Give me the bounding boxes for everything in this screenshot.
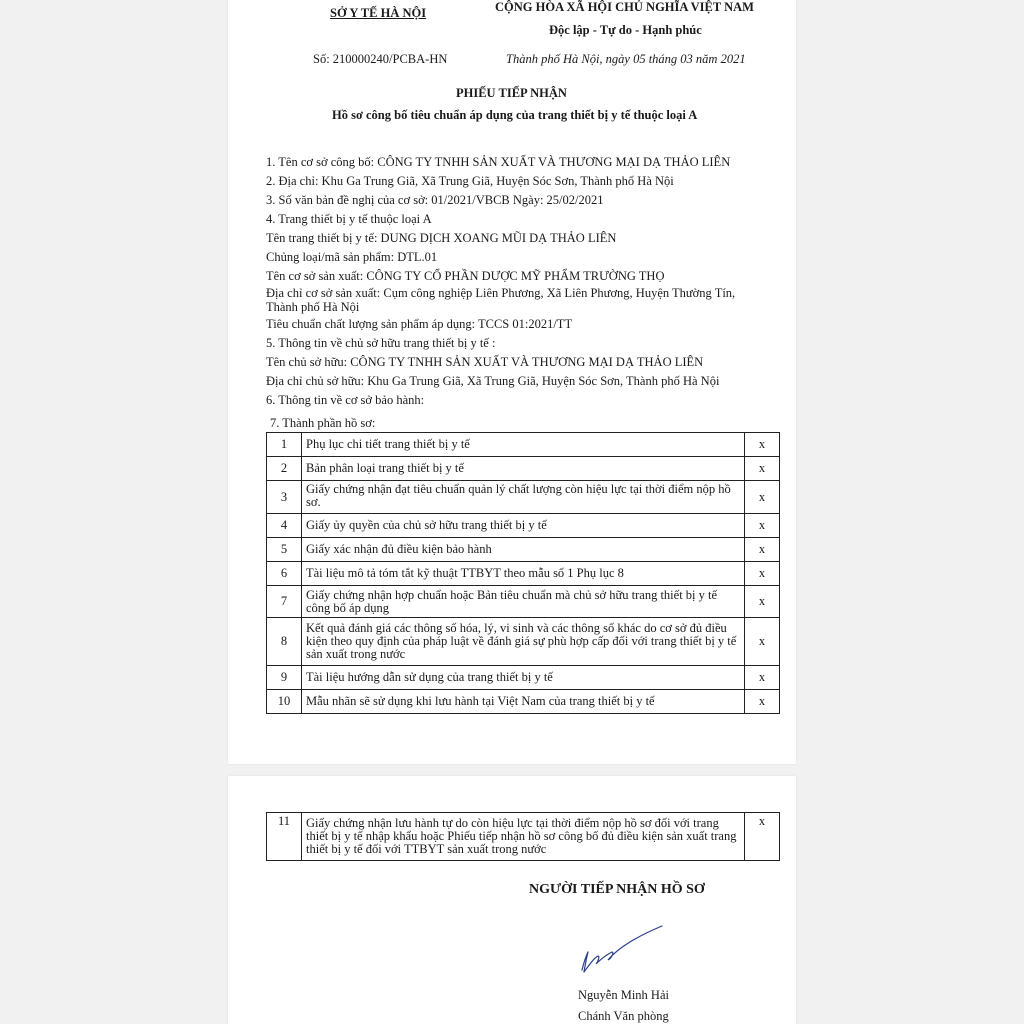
body-line: 6. Thông tin về cơ sở bảo hành: [266, 393, 425, 407]
row-text: Giấy xác nhận đủ điều kiện bảo hành [302, 538, 745, 562]
document-title: PHIẾU TIẾP NHẬN [456, 86, 567, 100]
row-mark: x [745, 538, 780, 562]
receiver-heading: NGƯỜI TIẾP NHẬN HỒ SƠ [529, 882, 705, 897]
row-text: Bản phân loại trang thiết bị y tế [302, 457, 745, 481]
body-line: Tên trang thiết bị y tế: DUNG DỊCH XOANG MŨI DẠ THẢO LIÊN [266, 231, 617, 245]
receiver-name: Nguyễn Minh Hải [578, 988, 669, 1002]
issuing-agency: SỞ Y TẾ HÀ NỘI [330, 6, 427, 20]
body-line: Tiêu chuẩn chất lượng sản phẩm áp dụng: TCCS 01:2021/TT [266, 317, 573, 331]
row-mark: x [745, 457, 780, 481]
row-text: Giấy chứng nhận đạt tiêu chuẩn quản lý chất lượng còn hiệu lực tại thời điểm nộp hồ sơ. [302, 481, 745, 514]
row-number: 6 [267, 562, 302, 586]
row-number: 7 [267, 586, 302, 618]
country-name: CỘNG HÒA XÃ HỘI CHỦ NGHĨA VIỆT NAM [495, 0, 754, 14]
components-table [266, 432, 780, 714]
row-text: Giấy ủy quyền của chủ sở hữu trang thiết bị y tế [302, 514, 745, 538]
document-subtitle: Hồ sơ công bố tiêu chuẩn áp dụng của trang thiết bị y tế thuộc loại A [332, 108, 698, 122]
body-line: Địa chỉ chủ sở hữu: Khu Ga Trung Giã, Xã Trung Giã, Huyện Sóc Sơn, Thành phố Hà Nội [266, 374, 720, 388]
body-line: 1. Tên cơ sở công bố: CÔNG TY TNHH SẢN XUẤT VÀ THƯƠNG MẠI DẠ THẢO LIÊN [266, 155, 731, 169]
row-mark: x [745, 666, 780, 690]
table-row [267, 433, 780, 457]
body-line: Tên cơ sở sản xuất: CÔNG TY CỔ PHẦN DƯỢC MỸ PHẨM TRƯỜNG THỌ [266, 269, 665, 283]
body-line: Thành phố Hà Nội [266, 300, 360, 314]
row-number: 11 [267, 813, 302, 861]
table-row [267, 618, 780, 666]
body-line: 5. Thông tin về chủ sở hữu trang thiết bị y tế : [266, 336, 496, 350]
document-number: Số: 210000240/PCBA-HN [313, 52, 448, 66]
place-date: Thành phố Hà Nội, ngày 05 tháng 03 năm 2021 [506, 52, 746, 66]
table-row [267, 514, 780, 538]
body-line: 3. Số văn bản đề nghị của cơ sở: 01/2021/VBCB Ngày: 25/02/2021 [266, 193, 604, 207]
row-mark: x [745, 433, 780, 457]
body-line: Tên chủ sở hữu: CÔNG TY TNHH SẢN XUẤT VÀ THƯƠNG MẠI DẠ THẢO LIÊN [266, 355, 704, 369]
table-row [267, 813, 780, 861]
row-mark: x [745, 586, 780, 618]
row-number: 10 [267, 690, 302, 714]
table-row [267, 562, 780, 586]
receiver-position: Chánh Văn phòng [578, 1009, 669, 1023]
row-text: Tài liệu hướng dẫn sử dụng của trang thiết bị y tế [302, 666, 745, 690]
row-number: 1 [267, 433, 302, 457]
table-row [267, 586, 780, 618]
row-number: 4 [267, 514, 302, 538]
row-text: Phụ lục chi tiết trang thiết bị y tế [302, 433, 745, 457]
row-mark: x [745, 514, 780, 538]
body-line: Chủng loại/mã sản phẩm: DTL.01 [266, 250, 438, 264]
row-number: 9 [267, 666, 302, 690]
table-row [267, 666, 780, 690]
row-text: Kết quả đánh giá các thông số hóa, lý, vi sinh và các thông số khác do cơ sở đủ điều kiện theo quy định của pháp luật về đánh giá sự phù hợp cấp đối với trang thiết bị y tế sản xuất trong nước [302, 618, 745, 666]
row-number: 2 [267, 457, 302, 481]
table-row [267, 481, 780, 514]
table-row [267, 690, 780, 714]
document-page-2 [228, 776, 796, 1024]
body-line: 4. Trang thiết bị y tế thuộc loại A [266, 212, 432, 226]
row-mark: x [745, 618, 780, 666]
table-row [267, 538, 780, 562]
row-text: Giấy chứng nhận hợp chuẩn hoặc Bản tiêu chuẩn mà chủ sở hữu trang thiết bị y tế công bố áp dụng [302, 586, 745, 618]
row-number: 8 [267, 618, 302, 666]
body-line: Địa chỉ cơ sở sản xuất: Cụm công nghiệp Liên Phương, Xã Liên Phương, Huyện Thường Tín, [266, 286, 736, 300]
row-mark: x [745, 690, 780, 714]
body-line: 7. Thành phần hồ sơ: [270, 416, 376, 430]
document-page-1 [228, 0, 796, 764]
row-text: Mẫu nhãn sẽ sử dụng khi lưu hành tại Việt Nam của trang thiết bị y tế [302, 690, 745, 714]
table-row [267, 457, 780, 481]
row-number: 5 [267, 538, 302, 562]
row-text: Tài liệu mô tả tóm tắt kỹ thuật TTBYT theo mẫu số 1 Phụ lục 8 [302, 562, 745, 586]
row-mark: x [745, 813, 780, 861]
national-motto: Độc lập - Tự do - Hạnh phúc [549, 23, 702, 37]
row-mark: x [745, 562, 780, 586]
row-mark: x [745, 481, 780, 514]
row-number: 3 [267, 481, 302, 514]
components-table-continued [266, 812, 780, 861]
body-line: 2. Địa chỉ: Khu Ga Trung Giã, Xã Trung Giã, Huyện Sóc Sơn, Thành phố Hà Nội [266, 174, 674, 188]
row-text: Giấy chứng nhận lưu hành tự do còn hiệu lực tại thời điểm nộp hồ sơ đối với trang thiết bị y tế nhập khẩu hoặc Phiếu tiếp nhận hồ sơ công bố đủ điều kiện sản xuất trang thiết bị y tế đối với TTBYT sản xuất trong nước [302, 813, 745, 861]
signature [578, 922, 668, 976]
